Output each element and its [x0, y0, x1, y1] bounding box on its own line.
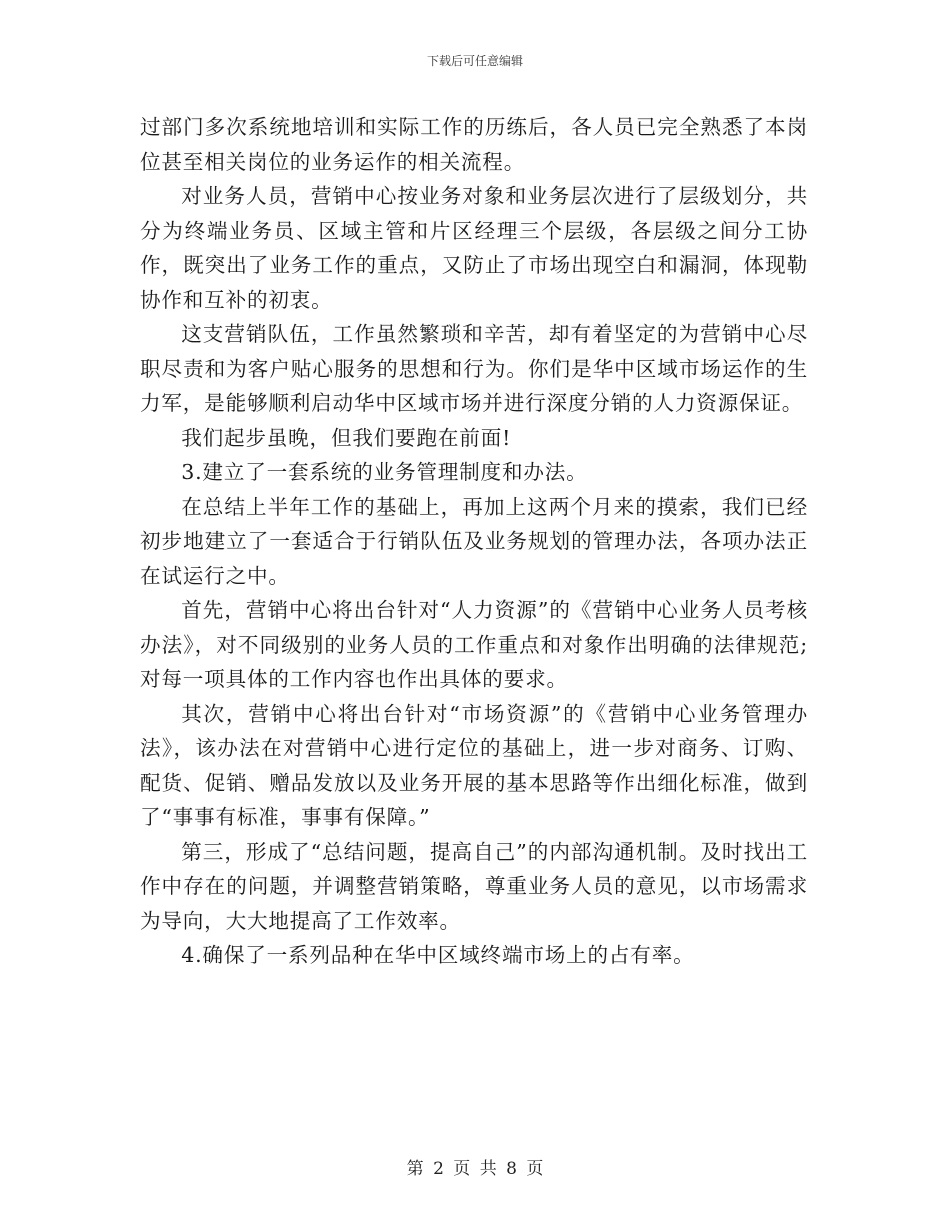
paragraph: 这支营销队伍，工作虽然繁琐和辛苦，却有着坚定的为营销中心尽职尽责和为客户贴心服务的思想和行为。你们是华中区域市场运作的生力军，是能够顺利启动华中区域市场并进行深度分销的人力资源保证。: [140, 322, 808, 415]
section-heading: 3.建立了一套系统的业务管理制度和办法。: [181, 460, 588, 484]
paragraph: 其次，营销中心将出台针对“市场资源”的《营销中心业务管理办法》，该办法在对营销中心进行定位的基础上，进一步对商务、订购、配货、促销、赠品发放以及业务开展的基本思路等作出细化标准，做到了“事事有标准，事事有保障。”: [140, 701, 808, 829]
section-heading: 4.确保了一系列品种在华中区域终端市场上的占有率。: [181, 943, 695, 967]
paragraph: 第三，形成了“总结问题，提高自己”的内部沟通机制。及时找出工作中存在的问题，并调整营销策略，尊重业务人员的意见，以市场需求为导向，大大地提高了工作效率。: [140, 839, 808, 933]
page-number-footer: 第 2 页 共 8 页: [406, 1159, 544, 1179]
page-header: 下载后可任意编辑: [426, 54, 523, 68]
paragraph: 过部门多次系统地培训和实际工作的历练后，各人员已完全熟悉了本岗位甚至相关岗位的业务运作的相关流程。: [140, 115, 808, 174]
paragraph: 首先，营销中心将出台针对“人力资源”的《营销中心业务人员考核办法》，对不同级别的业务人员的工作重点和对象作出明确的法律规范;对每一项具体的工作内容也作出具体的要求。: [140, 598, 808, 691]
document-body: [140, 110, 808, 973]
paragraph: 对业务人员，营销中心按业务对象和业务层次进行了层级划分，共分为终端业务员、区域主管和片区经理三个层级，各层级之间分工协作，既突出了业务工作的重点，又防止了市场出现空白和漏洞，体现勒协作和互补的初衷。: [140, 184, 808, 312]
paragraph: 在总结上半年工作的基础上，再加上这两个月来的摸索，我们已经初步地建立了一套适合于行销队伍及业务规划的管理办法，各项办法正在试运行之中。: [140, 494, 808, 588]
paragraph: 我们起步虽晚，但我们要跑在前面!: [181, 425, 512, 450]
